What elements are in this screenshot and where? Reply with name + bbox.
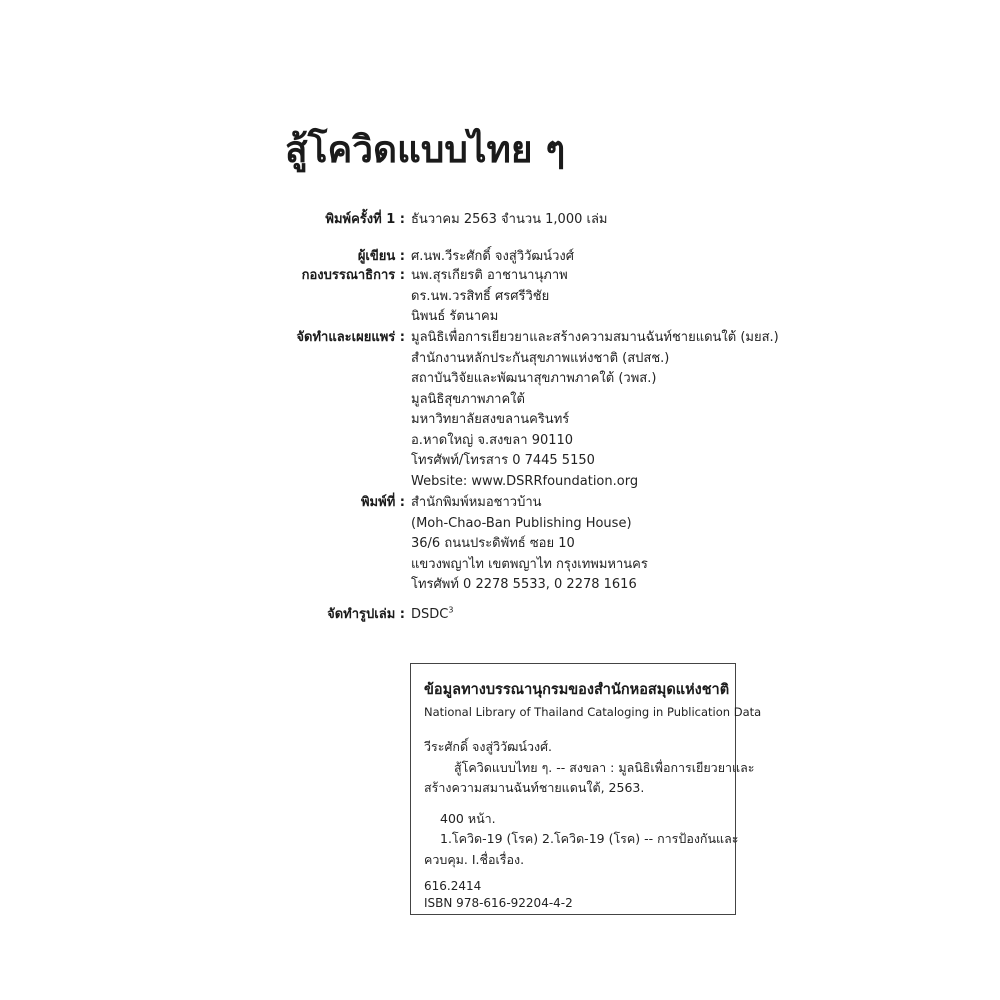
author-label: ผู้เขียน :	[357, 249, 405, 264]
publisher-line: อ.หาดใหญ่ จ.สงขลา 90110	[411, 432, 574, 448]
layout-value-superscript: 3	[448, 605, 454, 615]
layout-value-text: DSDC	[411, 607, 449, 622]
edition-label: พิมพ์ครั้งที่ 1 :	[325, 212, 405, 227]
editor-line: นพ.สุรเกียรติ อาชานานุภาพ	[411, 268, 568, 283]
layout-value	[411, 605, 453, 626]
publisher-line: มูลนิธิเพื่อการเยียวยาและสร้างความสมานฉันท์ชายแดนใต้ (มยส.)	[411, 330, 779, 345]
layout-row	[250, 605, 770, 626]
cip-heading: ข้อมูลทางบรรณานุกรมของสำนักหอสมุดแห่งชาติ	[424, 682, 730, 698]
cip-subjects-line: ควบคุม. I.ชื่อเรื่อง.	[424, 851, 525, 867]
publisher-line: สำนักงานหลักประกันสุขภาพแห่งชาติ (สปสช.)	[411, 350, 670, 366]
edition-row	[250, 210, 770, 231]
printer-line: 36/6 ถนนประดิพัทธ์ ซอย 10	[411, 536, 575, 551]
printer-line: สำนักพิมพ์หมอชาวบ้าน	[411, 495, 542, 510]
cip-pages: 400 หน้า.	[440, 810, 496, 826]
author-row	[250, 247, 770, 268]
publisher-website: Website: www.DSRRfoundation.org	[411, 473, 639, 489]
cip-subjects-line: 1.โควิด-19 (โรค) 2.โควิด-19 (โรค) -- การป้องกันและ	[440, 831, 739, 846]
publisher-line: มูลนิธิสุขภาพภาคใต้	[411, 391, 525, 407]
cip-isbn: ISBN 978-616-92204-4-2	[424, 896, 573, 910]
publisher-row	[250, 328, 779, 492]
cip-classification: 616.2414	[424, 879, 482, 893]
cip-author: วีระศักดิ์ จงสู่วิวัฒน์วงศ์.	[424, 739, 553, 754]
author-value: ศ.นพ.วีระศักดิ์ จงสู่วิวัฒน์วงศ์	[411, 249, 574, 264]
layout-label: จัดทำรูปเล่ม :	[327, 607, 405, 622]
publisher-line: สถาบันวิจัยและพัฒนาสุขภาพภาคใต้ (วพส.)	[411, 371, 657, 386]
printer-line: แขวงพญาไท เขตพญาไท กรุงเทพมหานคร	[411, 556, 648, 572]
cip-body	[424, 737, 755, 870]
cip-classification-block	[424, 878, 735, 912]
cip-subheading: National Library of Thailand Cataloging in Publication Data	[424, 705, 762, 719]
publisher-line: มหาวิทยาลัยสงขลานครินทร์	[411, 412, 570, 427]
editors-row	[250, 266, 770, 328]
cip-title-line: สู้โควิดแบบไทย ๆ. -- สงขลา : มูลนิธิเพื่อการเยียวยาและ	[454, 759, 755, 775]
editor-line: ดร.นพ.วรสิทธิ์ ศรศรีวิชัย	[411, 288, 550, 304]
printer-row	[250, 493, 770, 596]
printer-line: โทรศัพท์ 0 2278 5533, 0 2278 1616	[411, 577, 637, 592]
editors-label: กองบรรณาธิการ :	[301, 268, 405, 283]
cip-data-box	[410, 663, 762, 915]
book-title: สู้โควิดแบบไทย ๆ	[285, 128, 566, 171]
publisher-line: โทรศัพท์/โทรสาร 0 7445 5150	[411, 453, 595, 468]
printer-label: พิมพ์ที่ :	[360, 495, 405, 510]
editor-line: นิพนธ์ รัตนาคม	[411, 309, 499, 324]
printer-line: (Moh-Chao-Ban Publishing House)	[411, 515, 632, 531]
cip-title-line: สร้างความสมานฉันท์ชายแดนใต้, 2563.	[424, 780, 645, 795]
publisher-label: จัดทำและเผยแพร่ :	[296, 330, 405, 345]
edition-value: ธันวาคม 2563 จำนวน 1,000 เล่ม	[411, 212, 608, 227]
